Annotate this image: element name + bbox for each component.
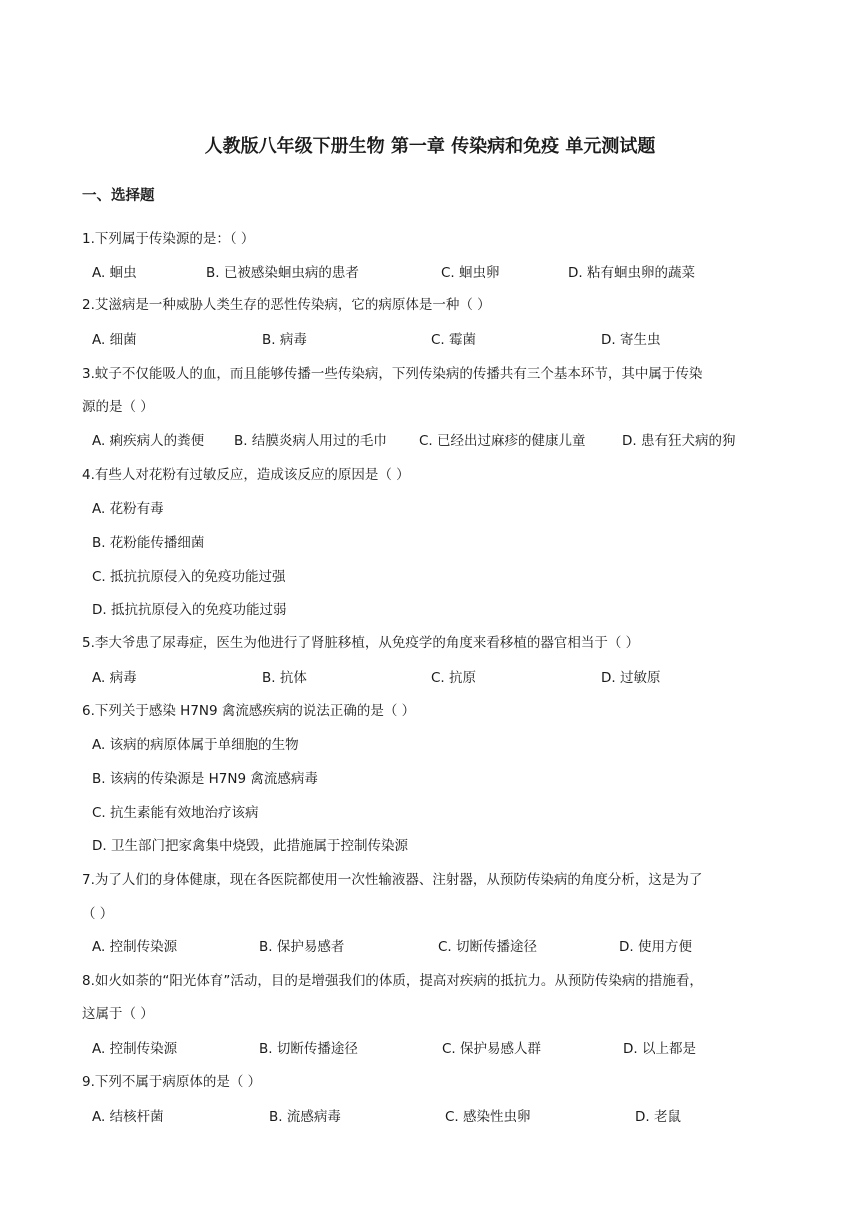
question-2-stem: 2.艾滋病是一种威胁人类生存的恶性传染病，它的病原体是一种（ ） <box>82 297 491 313</box>
question-6-option-d: D. 卫生部门把家禽集中烧毁，此措施属于控制传染源 <box>92 838 408 854</box>
question-4-option-c: C. 抵抗抗原侵入的免疫功能过强 <box>92 569 286 585</box>
question-7-option-a: A. 控制传染源 <box>92 939 178 955</box>
question-2-option-b: B. 病毒 <box>262 332 307 348</box>
question-7-stem: 7.为了人们的身体健康，现在各医院都使用一次性输液器、注射器，从预防传染病的角度分析，这是为了 <box>82 872 703 888</box>
question-2-option-c: C. 霉菌 <box>431 332 477 348</box>
question-3-option-a: A. 痢疾病人的粪便 <box>92 433 205 449</box>
question-7-stem-continued: （ ） <box>82 906 114 922</box>
question-1-option-a: A. 蛔虫 <box>92 265 137 281</box>
question-3-stem-continued: 源的是（ ） <box>82 399 154 415</box>
question-3-option-d: D. 患有狂犬病的狗 <box>622 433 736 449</box>
question-1-option-d: D. 粘有蛔虫卵的蔬菜 <box>568 265 695 281</box>
question-4-option-b: B. 花粉能传播细菌 <box>92 535 205 551</box>
question-9-stem: 9.下列不属于病原体的是（ ） <box>82 1074 262 1090</box>
question-6-option-a: A. 该病的病原体属于单细胞的生物 <box>92 737 299 753</box>
question-1-option-b: B. 已被感染蛔虫病的患者 <box>206 265 359 281</box>
question-3-option-b: B. 结膜炎病人用过的毛巾 <box>234 433 387 449</box>
question-7-option-b: B. 保护易感者 <box>259 939 345 955</box>
question-8-stem-continued: 这属于（ ） <box>82 1006 154 1022</box>
question-5-stem: 5.李大爷患了尿毒症，医生为他进行了肾脏移植，从免疫学的角度来看移植的器官相当于（ ） <box>82 635 640 651</box>
question-1-option-c: C. 蛔虫卵 <box>441 265 500 281</box>
question-8-option-c: C. 保护易感人群 <box>442 1041 542 1057</box>
question-6-option-c: C. 抗生素能有效地治疗该病 <box>92 805 259 821</box>
question-4-option-a: A. 花粉有毒 <box>92 501 164 517</box>
question-5-option-d: D. 过敏原 <box>601 670 661 686</box>
question-4-option-d: D. 抵抗抗原侵入的免疫功能过弱 <box>92 602 287 618</box>
question-2-option-d: D. 寄生虫 <box>601 332 661 348</box>
question-8-stem: 8.如火如荼的“阳光体育”活动，目的是增强我们的体质，提高对疾病的抵抗力。从预防传染病的措施看， <box>82 973 703 989</box>
question-3-option-c: C. 已经出过麻疹的健康儿童 <box>419 433 586 449</box>
question-7-option-d: D. 使用方便 <box>619 939 692 955</box>
question-8-option-d: D. 以上都是 <box>623 1041 696 1057</box>
section-heading: 一、选择题 <box>82 188 155 204</box>
question-2-option-a: A. 细菌 <box>92 332 137 348</box>
question-5-option-b: B. 抗体 <box>262 670 307 686</box>
question-5-option-a: A. 病毒 <box>92 670 137 686</box>
question-6-stem: 6.下列关于感染 H7N9 禽流感疾病的说法正确的是（ ） <box>82 703 416 719</box>
question-8-option-a: A. 控制传染源 <box>92 1041 178 1057</box>
question-9-option-a: A. 结核杆菌 <box>92 1109 164 1125</box>
question-9-option-b: B. 流感病毒 <box>269 1109 341 1125</box>
question-9-option-c: C. 感染性虫卵 <box>445 1109 531 1125</box>
question-5-option-c: C. 抗原 <box>431 670 477 686</box>
question-7-option-c: C. 切断传播途径 <box>438 939 538 955</box>
question-1-stem: 1.下列属于传染源的是：（ ） <box>82 231 255 247</box>
document-title: 人教版八年级下册生物 第一章 传染病和免疫 单元测试题 <box>204 136 656 157</box>
question-3-stem: 3.蚊子不仅能吸人的血，而且能够传播一些传染病，下列传染病的传播共有三个基本环节，其中属于传染 <box>82 366 703 382</box>
question-9-option-d: D. 老鼠 <box>635 1109 681 1125</box>
question-4-stem: 4.有些人对花粉有过敏反应，造成该反应的原因是（ ） <box>82 467 410 483</box>
question-8-option-b: B. 切断传播途径 <box>259 1041 358 1057</box>
question-6-option-b: B. 该病的传染源是 H7N9 禽流感病毒 <box>92 771 318 787</box>
